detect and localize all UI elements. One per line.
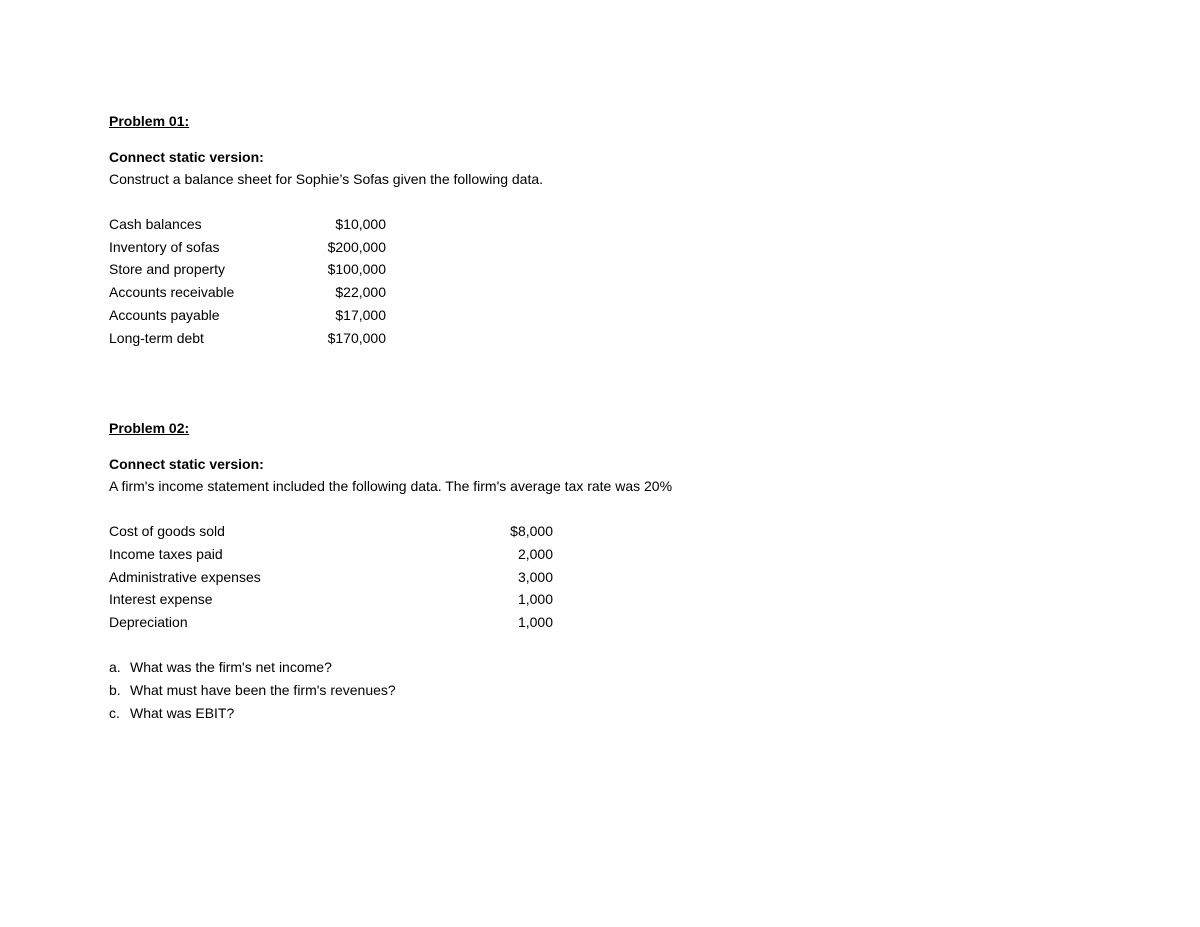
question-c	[109, 704, 234, 722]
balance-item-value: $170,000	[327, 330, 386, 346]
balance-item-value: $22,000	[335, 284, 386, 300]
problem-02-heading: Problem 02:	[109, 420, 190, 436]
balance-item-label: Accounts payable	[109, 307, 220, 323]
income-item-label: Cost of goods sold	[109, 523, 225, 539]
problem-01-prompt: Construct a balance sheet for Sophie’s Sofas given the following data.	[109, 171, 544, 187]
balance-item-value: $100,000	[327, 261, 386, 277]
question-a	[109, 658, 332, 676]
income-item-label: Administrative expenses	[109, 569, 261, 585]
balance-item-label: Cash balances	[109, 216, 202, 232]
income-item-value: 1,000	[517, 591, 553, 607]
problem-02-prompt: A firm's income statement included the following data. The firm's average tax rate was 20%	[109, 478, 673, 494]
balance-item-label: Long-term debt	[109, 330, 204, 346]
income-item-label: Depreciation	[109, 614, 188, 630]
question-b	[109, 681, 396, 699]
question-text: What was EBIT?	[130, 705, 235, 721]
income-item-label: Interest expense	[109, 591, 213, 607]
income-item-value: 2,000	[517, 546, 553, 562]
problem-01-heading: Problem 01:	[109, 113, 190, 129]
question-letter: c.	[109, 705, 120, 721]
balance-item-value: $10,000	[335, 216, 386, 232]
problem-02-subheading: Connect static version:	[109, 456, 264, 472]
balance-item-label: Accounts receivable	[109, 284, 235, 300]
income-item-label: Income taxes paid	[109, 546, 223, 562]
balance-item-value: $17,000	[335, 307, 386, 323]
income-item-value: $8,000	[510, 523, 553, 539]
question-text: What must have been the firm's revenues?	[130, 682, 396, 698]
question-text: What was the firm's net income?	[130, 659, 332, 675]
question-letter: a.	[109, 659, 121, 675]
income-item-value: 1,000	[517, 614, 553, 630]
problem-01-subheading: Connect static version:	[109, 149, 264, 165]
question-letter: b.	[109, 682, 121, 698]
balance-item-value: $200,000	[327, 239, 386, 255]
balance-item-label: Inventory of sofas	[109, 239, 220, 255]
income-item-value: 3,000	[517, 569, 553, 585]
balance-item-label: Store and property	[109, 261, 225, 277]
